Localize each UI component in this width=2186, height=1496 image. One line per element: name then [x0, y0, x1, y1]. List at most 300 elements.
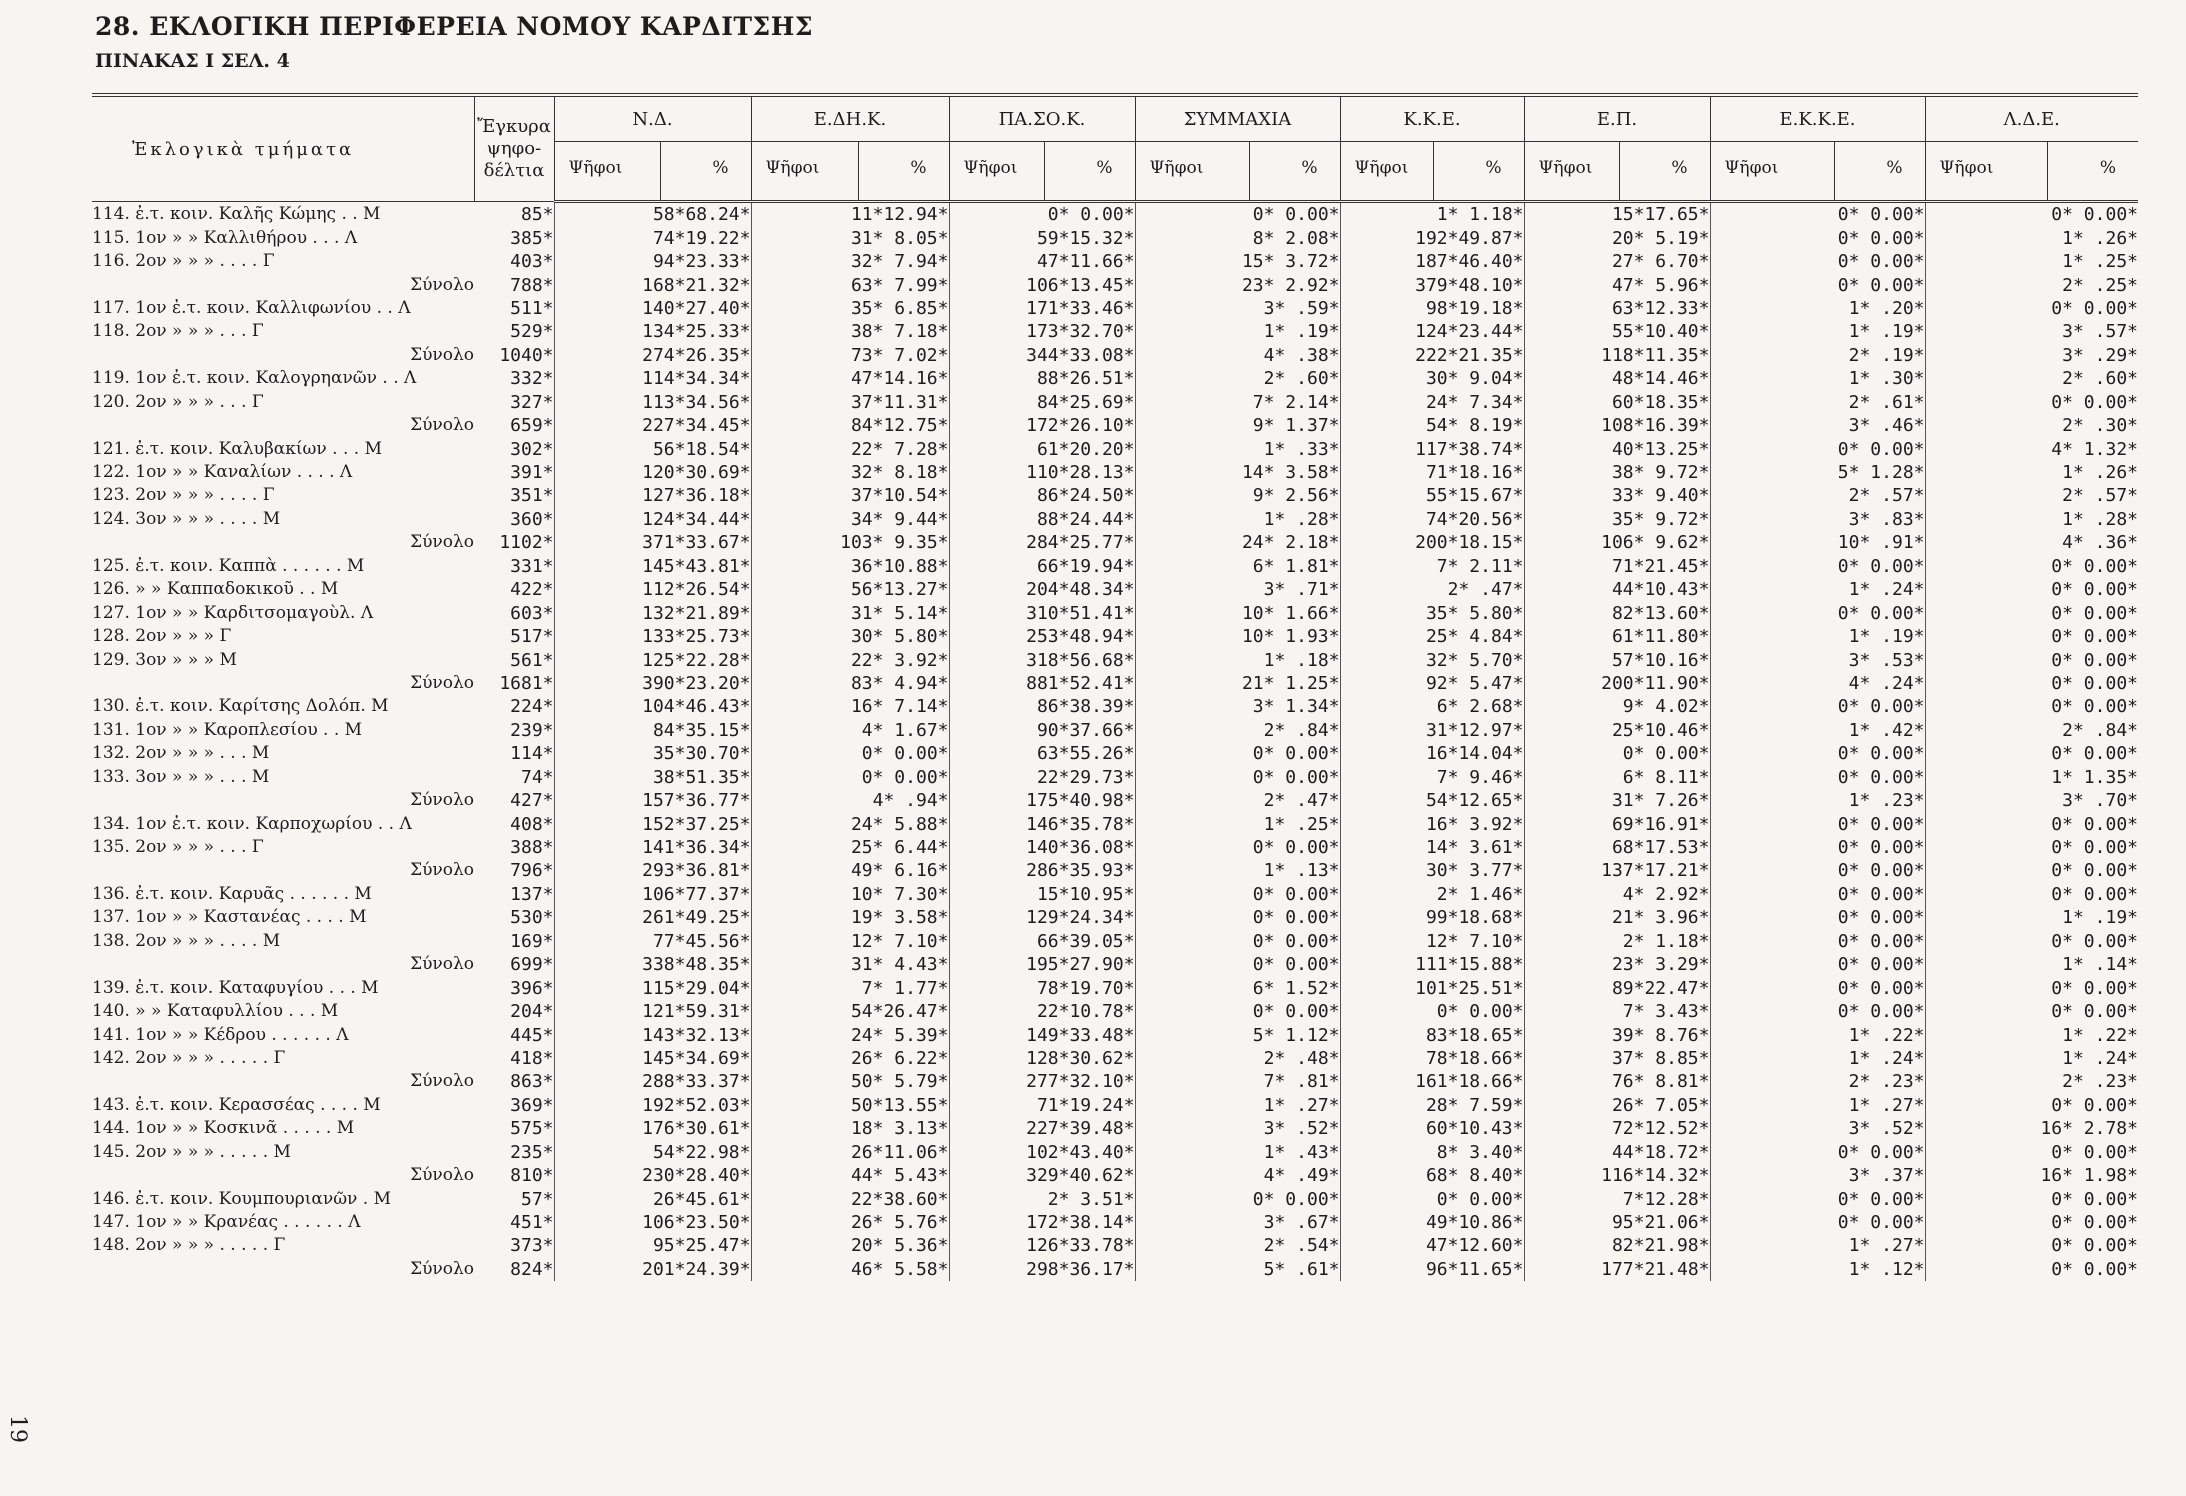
section-name: 133. 3ον » » » . . . Μ	[92, 766, 270, 787]
valid-ballots-cell: 451*	[510, 1212, 554, 1234]
party-result-cell: 124*23.44*	[1340, 320, 1524, 343]
party-result-cell: 2* .60*	[1135, 367, 1340, 390]
valid-ballots-cell: 57*	[520, 1188, 554, 1210]
party-result-cell: 60*18.35*	[1524, 391, 1710, 414]
percent-label: %	[910, 158, 927, 178]
total-label: Σύνολο	[410, 860, 474, 881]
valid-ballots-cell: 530*	[510, 907, 554, 929]
party-result-cell: 0* 0.00*	[1135, 1187, 1340, 1210]
party-result-cell: 2* .61*	[1710, 391, 1925, 414]
party-result-cell: 16* 7.14*	[751, 695, 949, 718]
party-result-cell: 261*49.25*	[554, 906, 751, 929]
party-result-cell: 2* .30*	[1925, 414, 2138, 437]
party-result-cell: 94*23.33*	[554, 250, 751, 273]
party-result-cell: 32* 8.18*	[751, 461, 949, 484]
party-result-cell: 106*23.50*	[554, 1211, 751, 1234]
party-result-cell: 1* .13*	[1135, 859, 1340, 882]
party-result-cell: 74*20.56*	[1340, 508, 1524, 531]
table-row	[92, 508, 2138, 531]
party-result-cell: 2* .57*	[1925, 484, 2138, 507]
party-result-cell: 78*19.70*	[949, 976, 1135, 999]
valid-ballots-cell: 396*	[510, 977, 554, 999]
party-result-cell: 71*18.16*	[1340, 461, 1524, 484]
party-result-cell: 40*13.25*	[1524, 437, 1710, 460]
party-result-cell: 0* 0.00*	[1135, 1000, 1340, 1023]
section-name: 121. ἐ.τ. κοιν. Καλυβακίων . . . Μ	[92, 438, 382, 459]
party-result-cell: 192*52.03*	[554, 1094, 751, 1117]
party-result-cell: 37*10.54*	[751, 484, 949, 507]
total-row	[92, 1070, 2138, 1093]
party-result-cell: 20* 5.36*	[751, 1234, 949, 1257]
total-row	[92, 273, 2138, 296]
party-result-cell: 106*77.37*	[554, 883, 751, 906]
party-result-cell: 0* 0.00*	[1925, 836, 2138, 859]
section-name: 115. 1ον » » Καλλιθήρου . . . Λ	[92, 227, 358, 248]
party-result-cell: 49* 6.16*	[751, 859, 949, 882]
party-result-cell: 38*51.35*	[554, 766, 751, 789]
party-result-cell: 16* 3.92*	[1340, 812, 1524, 835]
table-row	[92, 883, 2138, 906]
party-result-cell: 114*34.34*	[554, 367, 751, 390]
party-result-cell: 0* 0.00*	[1340, 1000, 1524, 1023]
subheader-divider	[1249, 142, 1250, 200]
party-header: Ε.Π.	[1524, 95, 1710, 142]
party-result-cell: 187*46.40*	[1340, 250, 1524, 273]
table-row	[92, 695, 2138, 718]
party-result-cell: 0* 0.00*	[1135, 906, 1340, 929]
percent-label: %	[712, 158, 729, 178]
party-result-cell: 338*48.35*	[554, 953, 751, 976]
table-row	[92, 742, 2138, 765]
total-row	[92, 789, 2138, 812]
party-result-cell: 371*33.67*	[554, 531, 751, 554]
subheader-divider	[858, 142, 859, 200]
party-result-cell: 127*36.18*	[554, 484, 751, 507]
section-name: 139. ἐ.τ. κοιν. Καταφυγίου . . . Μ	[92, 977, 379, 998]
party-result-cell: 68* 8.40*	[1340, 1164, 1524, 1187]
party-result-cell: 21* 1.25*	[1135, 672, 1340, 695]
party-result-cell: 0* 0.00*	[1710, 1000, 1925, 1023]
party-result-cell: 32* 5.70*	[1340, 648, 1524, 671]
party-result-cell: 111*15.88*	[1340, 953, 1524, 976]
party-result-cell: 1* .12*	[1710, 1258, 1925, 1281]
party-result-cell: 82*21.98*	[1524, 1234, 1710, 1257]
party-result-cell: 141*36.34*	[554, 836, 751, 859]
party-result-cell: 103* 9.35*	[751, 531, 949, 554]
party-result-cell: 1* .22*	[1925, 1023, 2138, 1046]
party-result-cell: 6* 2.68*	[1340, 695, 1524, 718]
party-result-cell: 3* .53*	[1710, 648, 1925, 671]
party-result-cell: 32* 7.94*	[751, 250, 949, 273]
party-result-cell: 4* 2.92*	[1524, 883, 1710, 906]
party-result-cell: 31* 7.26*	[1524, 789, 1710, 812]
party-result-cell: 3* .37*	[1710, 1164, 1925, 1187]
row-header: Ἐκλογικὰ τμήματα	[92, 95, 474, 202]
party-result-cell: 69*16.91*	[1524, 812, 1710, 835]
party-result-cell: 37* 8.85*	[1524, 1047, 1710, 1070]
subheader-divider	[660, 142, 661, 200]
total-row	[92, 859, 2138, 882]
party-result-cell: 0* 0.00*	[1710, 601, 1925, 624]
party-result-cell: 30* 9.04*	[1340, 367, 1524, 390]
party-result-cell: 98*19.18*	[1340, 297, 1524, 320]
party-result-cell: 6* 1.81*	[1135, 555, 1340, 578]
party-header: ΣΥΜΜΑΧΙΑ	[1135, 95, 1340, 142]
valid-ballots-header: Ἔγκυρα ψηφο- δέλτια	[474, 95, 554, 202]
party-result-cell: 1* .19*	[1135, 320, 1340, 343]
party-result-cell: 0* 0.00*	[1925, 1141, 2138, 1164]
party-result-cell: 2* 3.51*	[949, 1187, 1135, 1210]
party-result-cell: 1* .24*	[1925, 1047, 2138, 1070]
party-result-cell: 2* .19*	[1710, 344, 1925, 367]
party-result-cell: 1* .22*	[1710, 1023, 1925, 1046]
party-result-cell: 120*30.69*	[554, 461, 751, 484]
party-result-cell: 9* 2.56*	[1135, 484, 1340, 507]
party-result-cell: 121*59.31*	[554, 1000, 751, 1023]
party-result-cell: 0* 0.00*	[1710, 1187, 1925, 1210]
table-row	[92, 976, 2138, 999]
table-row	[92, 461, 2138, 484]
section-name: 126. » » Καππαδοκικοῦ . . Μ	[92, 579, 339, 600]
valid-ballots-cell: 561*	[510, 649, 554, 671]
party-result-cell: 0* 0.00*	[1135, 202, 1340, 227]
votes-pct-subheader	[751, 142, 949, 202]
valid-ballots-cell: 699*	[510, 954, 554, 976]
section-name: 122. 1ον » » Καναλίων . . . . Λ	[92, 462, 353, 483]
valid-ballots-cell: 114*	[510, 743, 554, 765]
party-result-cell: 113*34.56*	[554, 391, 751, 414]
party-result-cell: 39* 8.76*	[1524, 1023, 1710, 1046]
party-result-cell: 59*15.32*	[949, 226, 1135, 249]
table-row	[92, 719, 2138, 742]
valid-ballots-cell: 351*	[510, 485, 554, 507]
section-name: 147. 1ον » » Κρανέας . . . . . . Λ	[92, 1212, 361, 1233]
party-result-cell: 128*30.62*	[949, 1047, 1135, 1070]
results-table	[92, 93, 2138, 1281]
votes-label: Ψῆφοι	[568, 158, 623, 178]
valid-ballots-cell: 445*	[510, 1024, 554, 1046]
party-result-cell: 10* 7.30*	[751, 883, 949, 906]
party-result-cell: 106*13.45*	[949, 273, 1135, 296]
total-row	[92, 344, 2138, 367]
party-result-cell: 293*36.81*	[554, 859, 751, 882]
party-result-cell: 26* 7.05*	[1524, 1094, 1710, 1117]
party-result-cell: 134*25.33*	[554, 320, 751, 343]
party-result-cell: 0* 0.00*	[1710, 1211, 1925, 1234]
party-result-cell: 35* 5.80*	[1340, 601, 1524, 624]
party-result-cell: 2* 1.46*	[1340, 883, 1524, 906]
party-result-cell: 10* 1.93*	[1135, 625, 1340, 648]
party-result-cell: 0* 0.00*	[1710, 202, 1925, 227]
party-result-cell: 95*25.47*	[554, 1234, 751, 1257]
party-result-cell: 106* 9.62*	[1524, 531, 1710, 554]
party-result-cell: 7* 2.14*	[1135, 391, 1340, 414]
party-result-cell: 146*35.78*	[949, 812, 1135, 835]
party-result-cell: 88*24.44*	[949, 508, 1135, 531]
party-result-cell: 35*30.70*	[554, 742, 751, 765]
party-result-cell: 0* 0.00*	[1710, 766, 1925, 789]
votes-pct-subheader	[1340, 142, 1524, 202]
party-result-cell: 9* 1.37*	[1135, 414, 1340, 437]
party-result-cell: 1* .25*	[1925, 250, 2138, 273]
valid-ballots-cell: 863*	[510, 1071, 554, 1093]
party-result-cell: 23* 2.92*	[1135, 273, 1340, 296]
party-result-cell: 22*10.78*	[949, 1000, 1135, 1023]
valid-ballots-cell: 74*	[520, 766, 554, 788]
party-result-cell: 1* .42*	[1710, 719, 1925, 742]
page-number: 19	[5, 1415, 30, 1443]
subheader-divider	[1044, 142, 1045, 200]
valid-ballots-cell: 603*	[510, 602, 554, 624]
section-name: 130. ἐ.τ. κοιν. Καρίτσης Δολόπ. Μ	[92, 696, 389, 717]
party-result-cell: 61*20.20*	[949, 437, 1135, 460]
party-result-cell: 30* 5.80*	[751, 625, 949, 648]
party-result-cell: 25* 4.84*	[1340, 625, 1524, 648]
party-result-cell: 60*10.43*	[1340, 1117, 1524, 1140]
party-result-cell: 0* 0.00*	[1340, 1187, 1524, 1210]
party-result-cell: 92* 5.47*	[1340, 672, 1524, 695]
section-name: 131. 1ον » » Καροπλεσίου . . Μ	[92, 719, 363, 740]
party-result-cell: 2* 1.18*	[1524, 930, 1710, 953]
party-result-cell: 0* 0.00*	[1710, 742, 1925, 765]
party-result-cell: 172*26.10*	[949, 414, 1135, 437]
party-result-cell: 0* 0.00*	[1135, 930, 1340, 953]
valid-ballots-cell: 418*	[510, 1047, 554, 1069]
party-result-cell: 22*38.60*	[751, 1187, 949, 1210]
party-result-cell: 77*45.56*	[554, 930, 751, 953]
percent-label: %	[2099, 158, 2116, 178]
party-result-cell: 1* 1.35*	[1925, 766, 2138, 789]
section-name: 119. 1ον ἐ.τ. κοιν. Καλογρηανῶν . . Λ	[92, 368, 417, 389]
party-result-cell: 44*10.43*	[1524, 578, 1710, 601]
party-result-cell: 176*30.61*	[554, 1117, 751, 1140]
party-result-cell: 55*10.40*	[1524, 320, 1710, 343]
party-result-cell: 84*25.69*	[949, 391, 1135, 414]
party-result-cell: 27* 6.70*	[1524, 250, 1710, 273]
party-result-cell: 0* 0.00*	[751, 766, 949, 789]
page-title: 28. ΕΚΛΟΓΙΚΗ ΠΕΡΙΦΕΡΕΙΑ ΝΟΜΟΥ ΚΑΡΔΙΤΣΗΣ	[95, 12, 814, 41]
table-row	[92, 601, 2138, 624]
party-result-cell: 20* 5.19*	[1524, 226, 1710, 249]
valid-ballots-cell: 422*	[510, 579, 554, 601]
party-result-cell: 149*33.48*	[949, 1023, 1135, 1046]
party-result-cell: 195*27.90*	[949, 953, 1135, 976]
total-label: Σύνολο	[410, 1165, 474, 1186]
total-row	[92, 531, 2138, 554]
party-result-cell: 22* 3.92*	[751, 648, 949, 671]
table-row	[92, 578, 2138, 601]
party-result-cell: 86*38.39*	[949, 695, 1135, 718]
total-label: Σύνολο	[410, 532, 474, 553]
table-row	[92, 437, 2138, 460]
section-name: 144. 1ον » » Κοσκινᾶ . . . . . Μ	[92, 1118, 355, 1139]
table-row	[92, 320, 2138, 343]
party-result-cell: 68*17.53*	[1524, 836, 1710, 859]
party-result-cell: 230*28.40*	[554, 1164, 751, 1187]
party-result-cell: 0* 0.00*	[1925, 1000, 2138, 1023]
party-result-cell: 171*33.46*	[949, 297, 1135, 320]
party-result-cell: 7* .81*	[1135, 1070, 1340, 1093]
party-result-cell: 5* 1.28*	[1710, 461, 1925, 484]
party-result-cell: 140*27.40*	[554, 297, 751, 320]
votes-label: Ψῆφοι	[1354, 158, 1409, 178]
party-result-cell: 26* 6.22*	[751, 1047, 949, 1070]
party-header: Κ.Κ.Ε.	[1340, 95, 1524, 142]
party-result-cell: 2* .23*	[1710, 1070, 1925, 1093]
party-result-cell: 26* 5.76*	[751, 1211, 949, 1234]
party-result-cell: 222*21.35*	[1340, 344, 1524, 367]
party-result-cell: 204*48.34*	[949, 578, 1135, 601]
table-row	[92, 367, 2138, 390]
total-label: Σύνολο	[410, 954, 474, 975]
table-row	[92, 766, 2138, 789]
table-row	[92, 930, 2138, 953]
valid-ballots-cell: 517*	[510, 626, 554, 648]
valid-ballots-cell: 796*	[510, 860, 554, 882]
party-result-cell: 0* 0.00*	[1710, 437, 1925, 460]
party-result-cell: 0* 0.00*	[1925, 601, 2138, 624]
total-label: Σύνολο	[410, 415, 474, 436]
party-result-cell: 38* 7.18*	[751, 320, 949, 343]
party-result-cell: 35* 9.72*	[1524, 508, 1710, 531]
party-result-cell: 277*32.10*	[949, 1070, 1135, 1093]
table-row	[92, 391, 2138, 414]
section-name: 114. ἐ.τ. κοιν. Καλῆς Κώμης . . Μ	[92, 203, 381, 224]
party-result-cell: 274*26.35*	[554, 344, 751, 367]
party-result-cell: 0* 0.00*	[1925, 742, 2138, 765]
party-result-cell: 76* 8.81*	[1524, 1070, 1710, 1093]
party-result-cell: 10* .91*	[1710, 531, 1925, 554]
party-result-cell: 12* 7.10*	[1340, 930, 1524, 953]
party-result-cell: 83*18.65*	[1340, 1023, 1524, 1046]
party-result-cell: 47*14.16*	[751, 367, 949, 390]
party-result-cell: 1* .19*	[1710, 320, 1925, 343]
party-result-cell: 3* .57*	[1925, 320, 2138, 343]
table-row	[92, 226, 2138, 249]
party-result-cell: 15* 3.72*	[1135, 250, 1340, 273]
table-row	[92, 250, 2138, 273]
votes-pct-subheader	[1925, 142, 2138, 202]
party-result-cell: 0* 0.00*	[1135, 742, 1340, 765]
party-result-cell: 0* 0.00*	[1524, 742, 1710, 765]
party-result-cell: 344*33.08*	[949, 344, 1135, 367]
party-result-cell: 0* 0.00*	[1925, 648, 2138, 671]
party-result-cell: 0* 0.00*	[1925, 1211, 2138, 1234]
party-result-cell: 0* 0.00*	[1710, 695, 1925, 718]
votes-label: Ψῆφοι	[1724, 158, 1779, 178]
valid-ballots-cell: 169*	[510, 930, 554, 952]
section-name: 123. 2ον » » » . . . . Γ	[92, 485, 275, 506]
section-name: 143. ἐ.τ. κοιν. Κερασσέας . . . . Μ	[92, 1094, 381, 1115]
party-result-cell: 0* 0.00*	[1135, 883, 1340, 906]
party-result-cell: 0* 0.00*	[949, 202, 1135, 227]
party-result-cell: 1* .26*	[1925, 461, 2138, 484]
party-result-cell: 86*24.50*	[949, 484, 1135, 507]
party-result-cell: 3* .83*	[1710, 508, 1925, 531]
party-result-cell: 145*43.81*	[554, 555, 751, 578]
votes-label: Ψῆφοι	[1939, 158, 1994, 178]
section-name: 116. 2ον » » » . . . . Γ	[92, 251, 275, 272]
table-row	[92, 202, 2138, 227]
party-result-cell: 201*24.39*	[554, 1258, 751, 1281]
party-result-cell: 152*37.25*	[554, 812, 751, 835]
party-result-cell: 1* .19*	[1925, 906, 2138, 929]
party-result-cell: 3* .70*	[1925, 789, 2138, 812]
party-result-cell: 37*11.31*	[751, 391, 949, 414]
valid-ballots-cell: 391*	[510, 462, 554, 484]
party-result-cell: 0* 0.00*	[1925, 1187, 2138, 1210]
party-result-cell: 66*19.94*	[949, 555, 1135, 578]
party-result-cell: 84*12.75*	[751, 414, 949, 437]
party-result-cell: 0* 0.00*	[751, 742, 949, 765]
party-result-cell: 1* .27*	[1710, 1094, 1925, 1117]
party-result-cell: 14* 3.58*	[1135, 461, 1340, 484]
votes-pct-subheader	[1710, 142, 1925, 202]
party-result-cell: 47*12.60*	[1340, 1234, 1524, 1257]
party-result-cell: 6* 1.52*	[1135, 976, 1340, 999]
party-result-cell: 1* .23*	[1710, 789, 1925, 812]
percent-label: %	[1096, 158, 1113, 178]
party-result-cell: 310*51.41*	[949, 601, 1135, 624]
party-result-cell: 61*11.80*	[1524, 625, 1710, 648]
party-result-cell: 102*43.40*	[949, 1141, 1135, 1164]
table-row	[92, 1023, 2138, 1046]
party-result-cell: 0* 0.00*	[1925, 555, 2138, 578]
party-result-cell: 0* 0.00*	[1710, 555, 1925, 578]
party-result-cell: 0* 0.00*	[1710, 1141, 1925, 1164]
party-result-cell: 57*10.16*	[1524, 648, 1710, 671]
section-name: 132. 2ον » » » . . . Μ	[92, 743, 270, 764]
party-result-cell: 63* 7.99*	[751, 273, 949, 296]
party-result-cell: 3* 1.34*	[1135, 695, 1340, 718]
table-row	[92, 836, 2138, 859]
total-label: Σύνολο	[410, 344, 474, 365]
votes-label: Ψῆφοι	[1538, 158, 1593, 178]
party-result-cell: 157*36.77*	[554, 789, 751, 812]
party-result-cell: 56*13.27*	[751, 578, 949, 601]
valid-ballots-cell: 224*	[510, 696, 554, 718]
party-result-cell: 54*26.47*	[751, 1000, 949, 1023]
valid-ballots-cell: 403*	[510, 251, 554, 273]
party-result-cell: 173*32.70*	[949, 320, 1135, 343]
party-result-cell: 253*48.94*	[949, 625, 1135, 648]
party-result-cell: 22*29.73*	[949, 766, 1135, 789]
party-result-cell: 0* 0.00*	[1925, 812, 2138, 835]
party-result-cell: 0* 0.00*	[1710, 836, 1925, 859]
party-result-cell: 30* 3.77*	[1340, 859, 1524, 882]
party-result-cell: 31* 8.05*	[751, 226, 949, 249]
party-result-cell: 129*24.34*	[949, 906, 1135, 929]
valid-ballots-cell: 137*	[510, 883, 554, 905]
party-result-cell: 54*22.98*	[554, 1141, 751, 1164]
party-result-cell: 227*39.48*	[949, 1117, 1135, 1140]
party-result-cell: 227*34.45*	[554, 414, 751, 437]
valid-ballots-cell: 659*	[510, 415, 554, 437]
party-result-cell: 1* .24*	[1710, 578, 1925, 601]
total-label: Σύνολο	[410, 274, 474, 295]
table-row	[92, 1234, 2138, 1257]
section-name: 145. 2ον » » » . . . . . Μ	[92, 1141, 291, 1162]
party-result-cell: 38* 9.72*	[1524, 461, 1710, 484]
party-result-cell: 0* 0.00*	[1710, 930, 1925, 953]
total-row	[92, 1258, 2138, 1281]
party-result-cell: 0* 0.00*	[1710, 906, 1925, 929]
party-result-cell: 0* 0.00*	[1710, 953, 1925, 976]
party-result-cell: 101*25.51*	[1340, 976, 1524, 999]
section-name: 129. 3ον » » » Μ	[92, 649, 237, 670]
section-name: 138. 2ον » » » . . . . Μ	[92, 930, 281, 951]
valid-ballots-cell: 1040*	[499, 344, 554, 366]
